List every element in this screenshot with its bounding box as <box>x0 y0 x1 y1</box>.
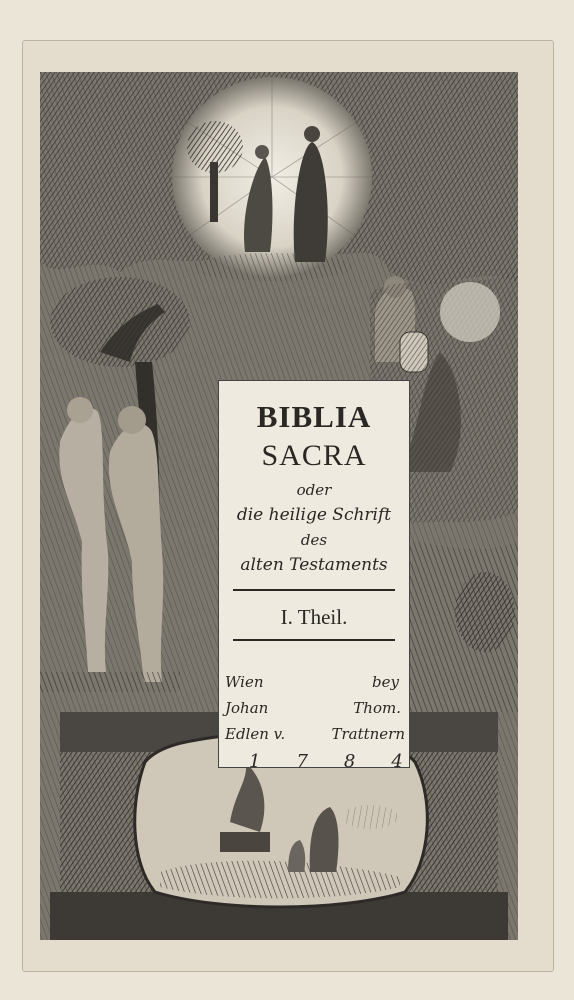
title-biblia: BIBLIA <box>256 399 372 434</box>
tree-right <box>455 572 515 652</box>
imprint-johan: Johan <box>225 699 269 717</box>
rule-bottom <box>233 639 395 641</box>
subtitle-oder: oder <box>296 481 332 499</box>
subtitle-line2: alten Testaments <box>240 555 388 575</box>
subtitle-line1: die heilige Schrift <box>236 505 392 525</box>
title-sacra: SACRA <box>261 439 367 472</box>
subtitle-des: des <box>300 531 328 549</box>
altar <box>220 832 270 852</box>
title-panel <box>218 380 439 772</box>
imprint-trattnern: Trattnern <box>331 725 405 743</box>
tree-foliage <box>50 277 190 367</box>
imprint-bey: bey <box>372 673 399 691</box>
part-label: I. Theil. <box>280 605 348 629</box>
imprint-edlen: Edlen v. <box>225 725 286 743</box>
engraving <box>40 72 518 940</box>
publication-year: 1784 <box>249 751 439 772</box>
imprint-wien: Wien <box>225 673 264 691</box>
rule-top <box>233 589 395 591</box>
imprint-thom: Thom. <box>353 699 401 717</box>
